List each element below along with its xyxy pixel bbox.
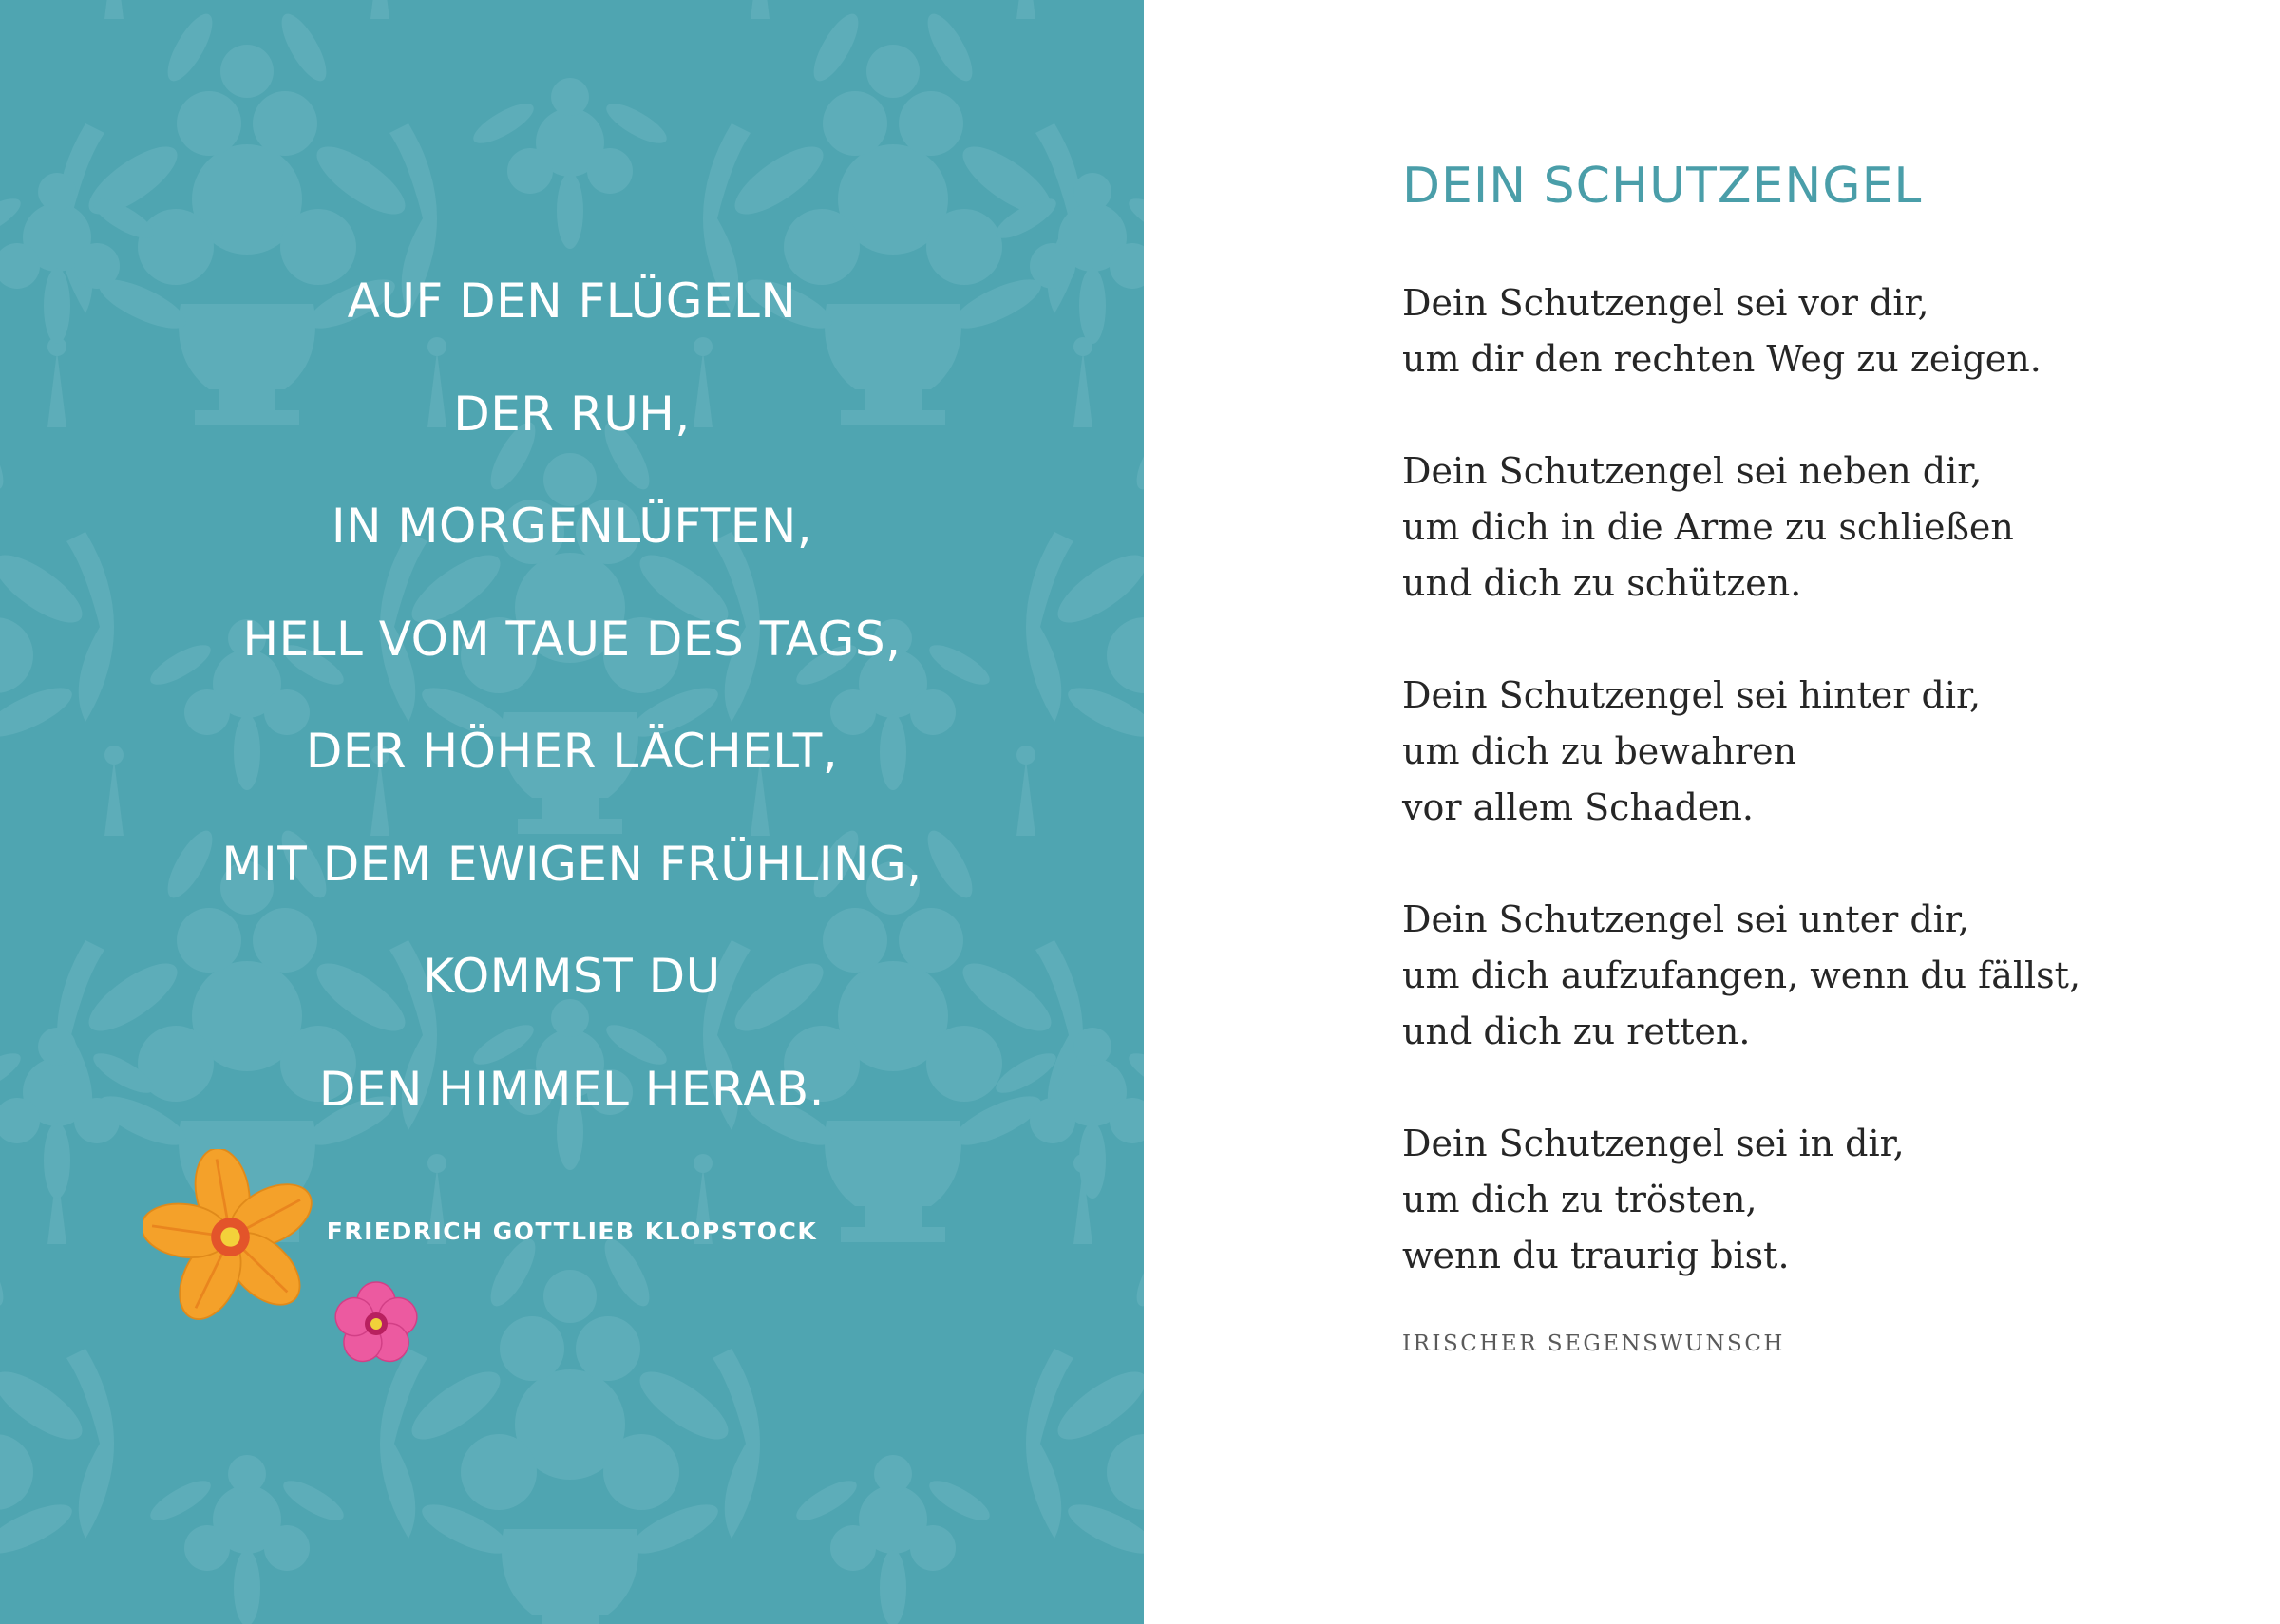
quote-line: DER RUH, bbox=[453, 386, 691, 442]
poem-title: DEIN SCHUTZENGEL bbox=[1402, 158, 1923, 215]
orange-flower-icon bbox=[142, 1149, 318, 1325]
stanza bbox=[1402, 275, 2238, 387]
poem-line: Dein Schutzengel sei hinter dir, bbox=[1402, 674, 1982, 716]
quote-line: MIT DEM EWIGEN FRÜHLING, bbox=[221, 836, 922, 892]
poem-line: um dich aufzufangen, wenn du fällst, bbox=[1402, 954, 2081, 996]
poem-line: um dich zu trösten, bbox=[1402, 1179, 1758, 1220]
quote-line: HELL VOM TAUE DES TAGS, bbox=[242, 611, 902, 667]
poem-source: IRISCHER SEGENSWUNSCH bbox=[1402, 1331, 1785, 1356]
stanza bbox=[1402, 1116, 2238, 1284]
poem-line: Dein Schutzengel sei unter dir, bbox=[1402, 898, 1969, 940]
poem-line: Dein Schutzengel sei in dir, bbox=[1402, 1123, 1905, 1164]
quote-line: DER HÖHER LÄCHELT, bbox=[305, 724, 839, 779]
poem bbox=[1402, 275, 2238, 1340]
quote-line: DEN HIMMEL HERAB. bbox=[318, 1061, 826, 1117]
poem-line: und dich zu schützen. bbox=[1402, 562, 1802, 604]
quote-line: AUF DEN FLÜGELN bbox=[347, 274, 797, 329]
stanza bbox=[1402, 892, 2238, 1060]
quote-block bbox=[0, 258, 1144, 1159]
poem-line: und dich zu retten. bbox=[1402, 1010, 1751, 1052]
poem-line: Dein Schutzengel sei neben dir, bbox=[1402, 450, 1983, 492]
poem-line: um dich zu bewahren bbox=[1402, 730, 1797, 772]
poem-line: um dich in die Arme zu schließen bbox=[1402, 506, 2014, 548]
stanza bbox=[1402, 444, 2238, 612]
poem-line: vor allem Schaden. bbox=[1402, 786, 1754, 828]
poem-line: um dir den rechten Weg zu zeigen. bbox=[1402, 338, 2042, 380]
stanza bbox=[1402, 668, 2238, 836]
quote-line: KOMMST DU bbox=[423, 949, 721, 1004]
poem-line: Dein Schutzengel sei vor dir, bbox=[1402, 282, 1929, 324]
right-page bbox=[1144, 0, 2280, 1624]
pink-flower-icon bbox=[329, 1276, 424, 1371]
quote-author: FRIEDRICH GOTTLIEB KLOPSTOCK bbox=[326, 1218, 818, 1245]
poem-line: wenn du traurig bist. bbox=[1402, 1235, 1790, 1276]
quote-line: IN MORGENLÜFTEN, bbox=[331, 499, 813, 554]
